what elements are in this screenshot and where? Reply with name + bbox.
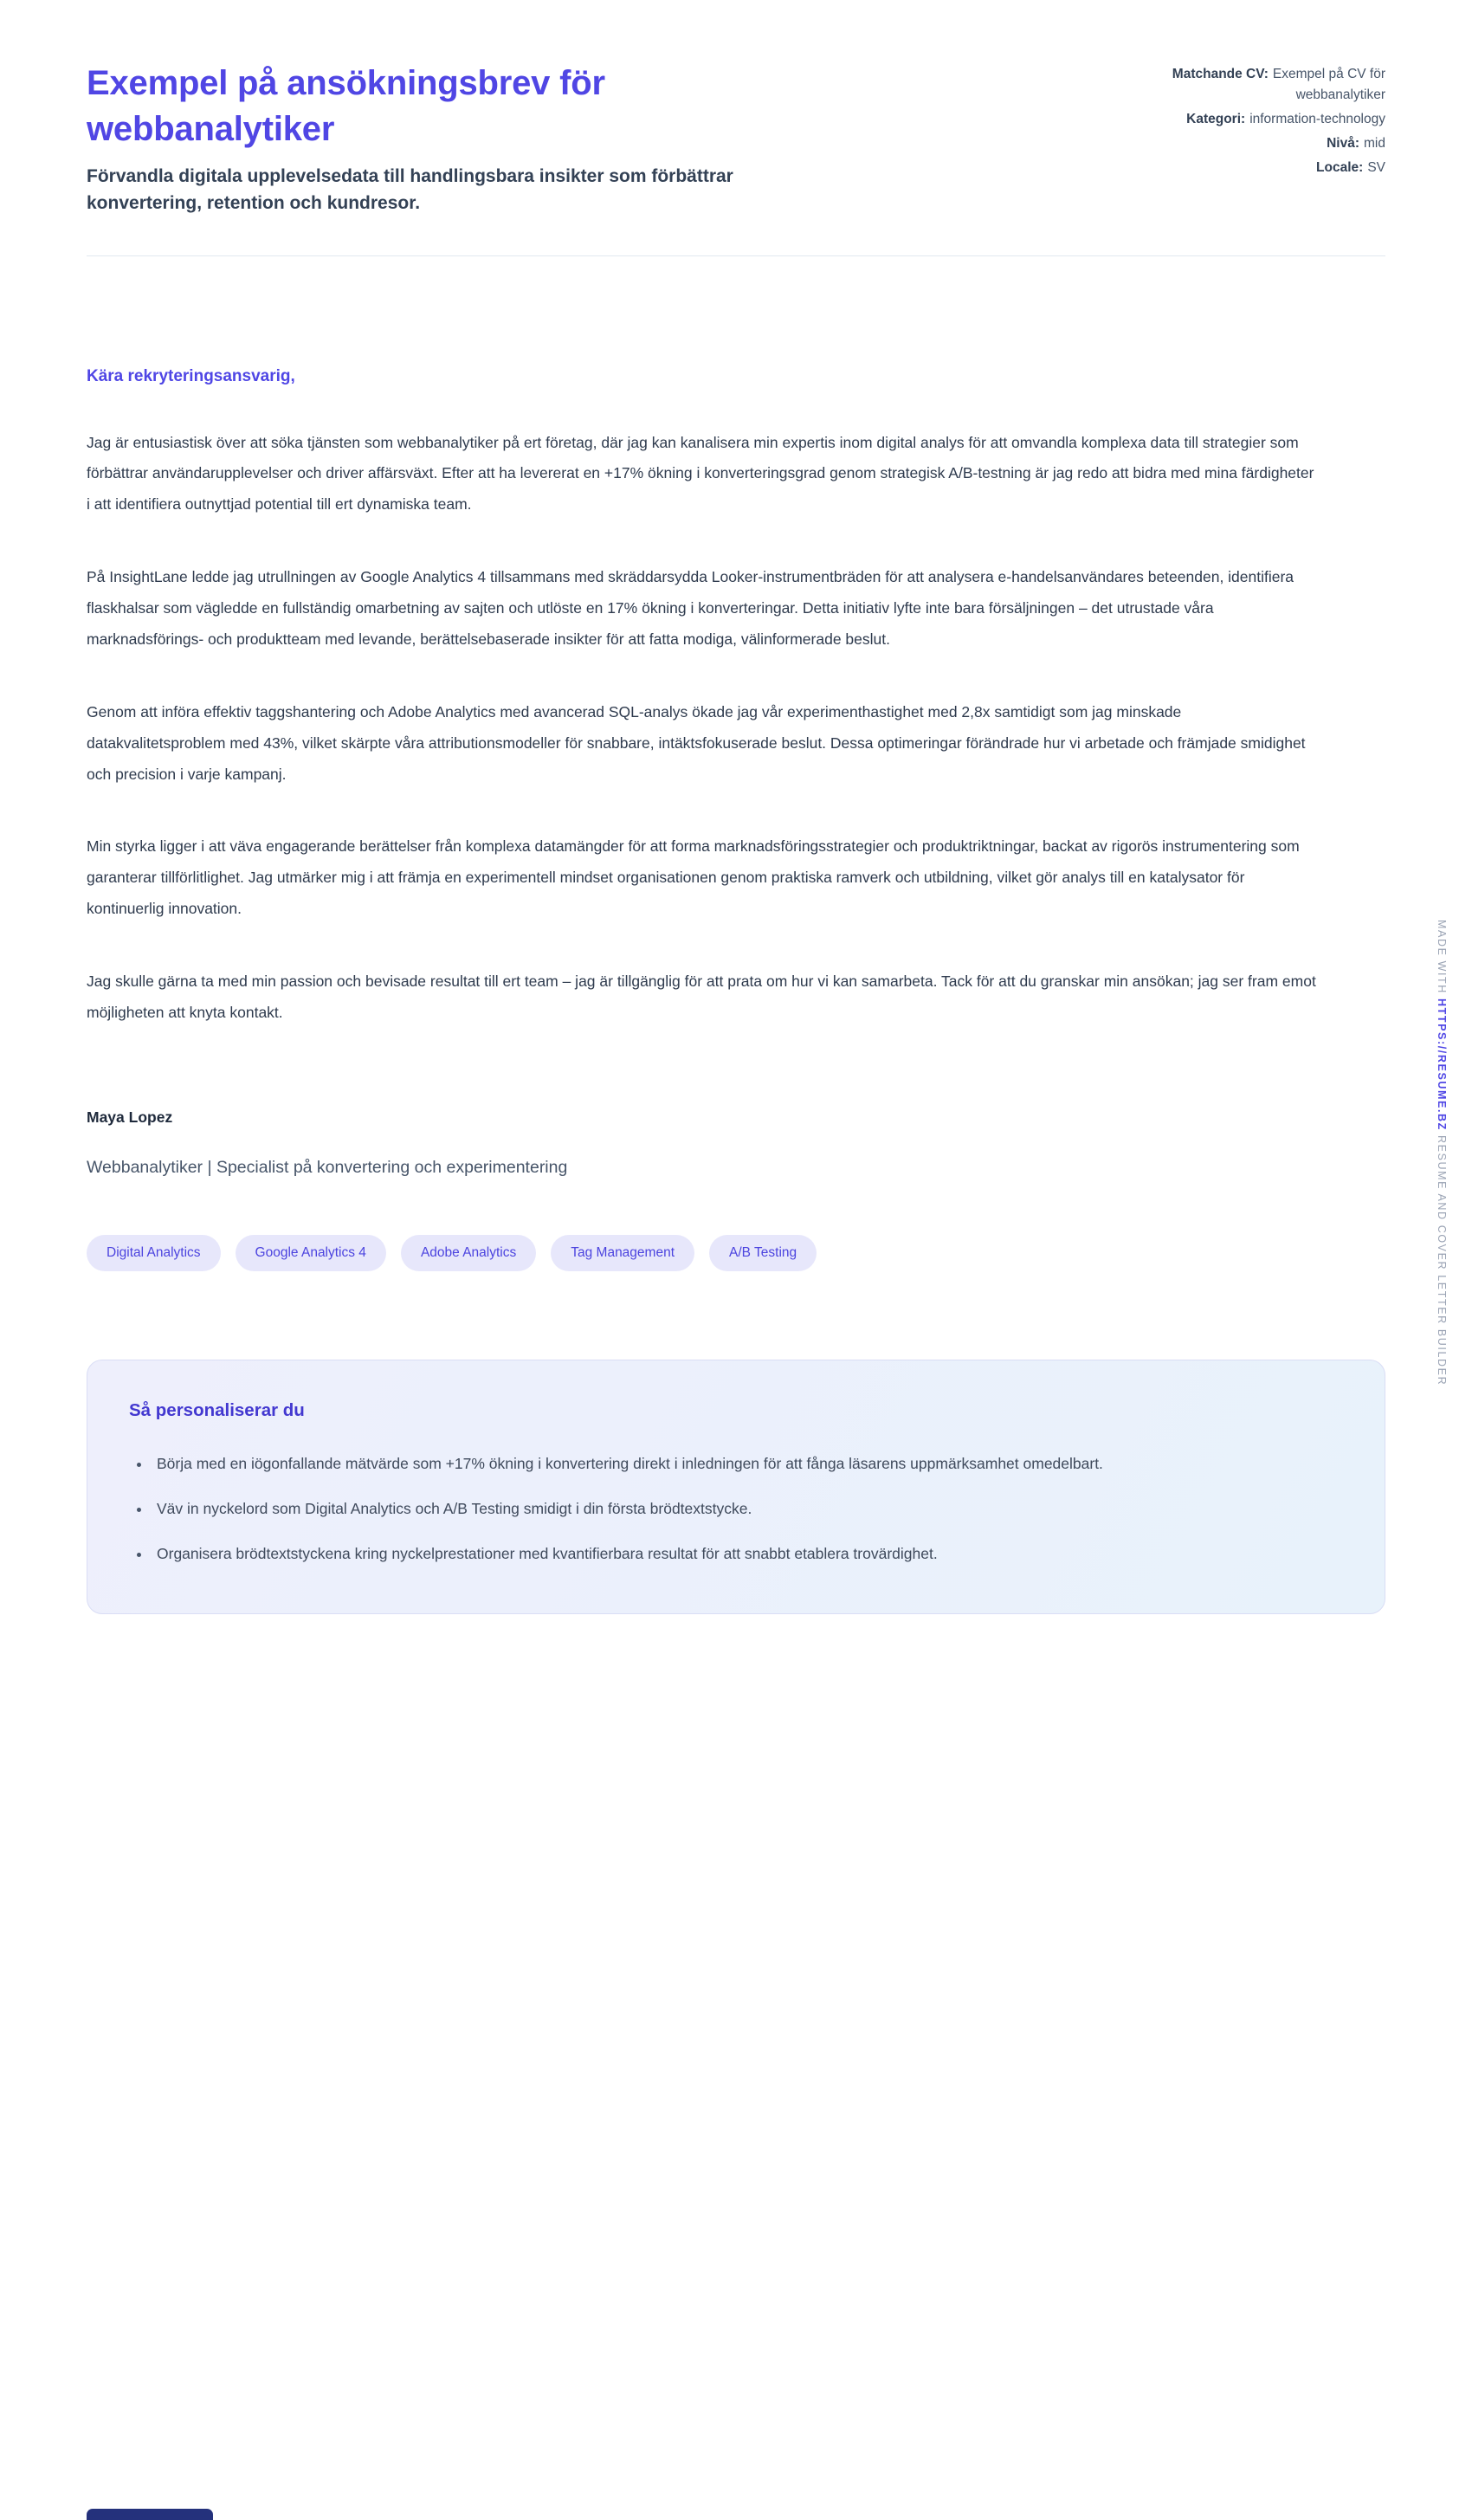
meta-matching-cv-label: Matchande CV: xyxy=(1172,67,1269,81)
meta-locale-value: SV xyxy=(1367,160,1385,176)
meta-level-label: Nivå: xyxy=(1327,136,1360,152)
page-header xyxy=(87,0,1385,217)
tips-title: Så personaliserar du xyxy=(129,1399,305,1420)
meta-matching-cv xyxy=(1107,64,1385,106)
signature-name: Maya Lopez xyxy=(87,1108,173,1126)
header-title-block xyxy=(87,61,814,217)
meta-category xyxy=(1107,109,1385,130)
skill-tag-google-analytics-4: Google Analytics 4 xyxy=(236,1235,386,1271)
page-title: Exempel på ansökningsbrev för webbanalytiker xyxy=(87,64,605,148)
clipped-cta-button[interactable] xyxy=(87,2509,213,2520)
header-divider xyxy=(87,255,1385,256)
skill-tag-adobe-analytics: Adobe Analytics xyxy=(401,1235,536,1271)
signature-role: Webbanalytiker | Specialist på konvertering och experimentering xyxy=(87,1157,568,1177)
letter-paragraph: Jag är entusiastisk över att söka tjänsten som webbanalytiker på ert företag, där jag kan kanalisera min expertis inom digital analys för att omvandla komplexa data till strategier som förbättrar användarupplevelser och driver affärsväxt. Efter att ha levererat en +17% ökning i konverteringsgrad genom strategisk A/B-testning är jag redo att bidra med mina färdigheter i att identifiera outnyttjad potential till ert dynamiska team. xyxy=(87,433,1314,514)
meta-locale xyxy=(1107,158,1385,178)
tips-list-item: • Organisera brödtextstyckena kring nyckelprestationer med kvantifierbara resultat för att snabbt etablera trovärdighet. xyxy=(152,1539,1343,1568)
tips-list xyxy=(129,1449,1343,1568)
watermark-suffix: RESUME AND COVER LETTER BUILDER xyxy=(1436,1134,1448,1386)
letter-paragraph: Jag skulle gärna ta med min passion och bevisade resultat till ert team – jag är tillgänglig för att prata om hur vi kan samarbeta. Tack för att du granskar min ansökan; jag ser fram emot möjligheten att knyta kontakt. xyxy=(87,972,1316,1021)
skill-tag-tag-management: Tag Management xyxy=(551,1235,694,1271)
watermark-resume-bz-link[interactable]: HTTPS://RESUME.BZ xyxy=(1436,998,1448,1131)
letter-body xyxy=(87,367,1385,1029)
letter-signature xyxy=(87,1108,1385,1178)
skill-tags xyxy=(87,1235,1385,1271)
page-subtitle: Förvandla digitala upplevelsedata till handlingsbara insikter som förbättrar konvertering, retention och kundresor. xyxy=(87,165,733,214)
meta-level xyxy=(1107,133,1385,154)
meta-panel xyxy=(1107,61,1385,182)
tips-list-item: • Börja med en iögonfallande mätvärde som +17% ökning i konvertering direkt i inledningen för att fånga läsarens uppmärksamhet omedelbart. xyxy=(152,1449,1343,1478)
meta-locale-label: Locale: xyxy=(1316,160,1364,176)
skill-tag-ab-testing: A/B Testing xyxy=(709,1235,817,1271)
tips-list-item: • Väv in nyckelord som Digital Analytics och A/B Testing smidigt i din första brödtextstycke. xyxy=(152,1494,1343,1523)
meta-level-value: mid xyxy=(1364,136,1385,152)
letter-greeting: Kära rekryteringsansvarig, xyxy=(87,366,295,385)
made-with-watermark xyxy=(1436,920,1448,1386)
personalization-tips-box xyxy=(87,1360,1385,1614)
meta-category-value: information-technology xyxy=(1249,112,1385,127)
letter-paragraph: Min styrka ligger i att väva engagerande berättelser från komplexa datamängder för att forma marknadsföringsstrategier och produktriktningar, backat av rigorös instrumentering som garanterar tillförlitlighet. Jag utmärker mig i att främja en experimentell mindset organisationen genom praktiska ramverk och utbildning, vilket gör analys till en katalysator för kontinuerlig innovation. xyxy=(87,837,1300,918)
letter-paragraph: Genom att införa effektiv taggshantering och Adobe Analytics med avancerad SQL-analys ökade jag vår experimenthastighet med 2,8x samtidigt som jag minskade datakvalitetsproblem med 43%, vilket skärpte våra attributionsmodeller för snabbare, intäktsfokuserade beslut. Dessa optimeringar förändrade hur vi arbetade och främjade smidighet och precision i varje kampanj. xyxy=(87,702,1306,783)
meta-category-label: Kategori: xyxy=(1186,112,1246,127)
skill-tag-digital-analytics: Digital Analytics xyxy=(87,1235,221,1271)
watermark-prefix: MADE WITH xyxy=(1436,920,1448,994)
meta-matching-cv-value[interactable]: Exempel på CV för webbanalytiker xyxy=(1272,67,1385,103)
letter-paragraph: På InsightLane ledde jag utrullningen av Google Analytics 4 tillsammans med skräddarsydda Looker-instrumentbräden för att analysera e-handelsanvändares beteenden, identifiera flaskhalsar som vägledde en fullständig omarbetning av sajten och utlöste en 17% ökning i konverteringar. Detta initiativ lyfte inte bara försäljningen – det utrustade våra marknadsförings- och produktteam med levande, berättelsebaserade insikter för att fatta modiga, välinformerade beslut. xyxy=(87,568,1294,648)
